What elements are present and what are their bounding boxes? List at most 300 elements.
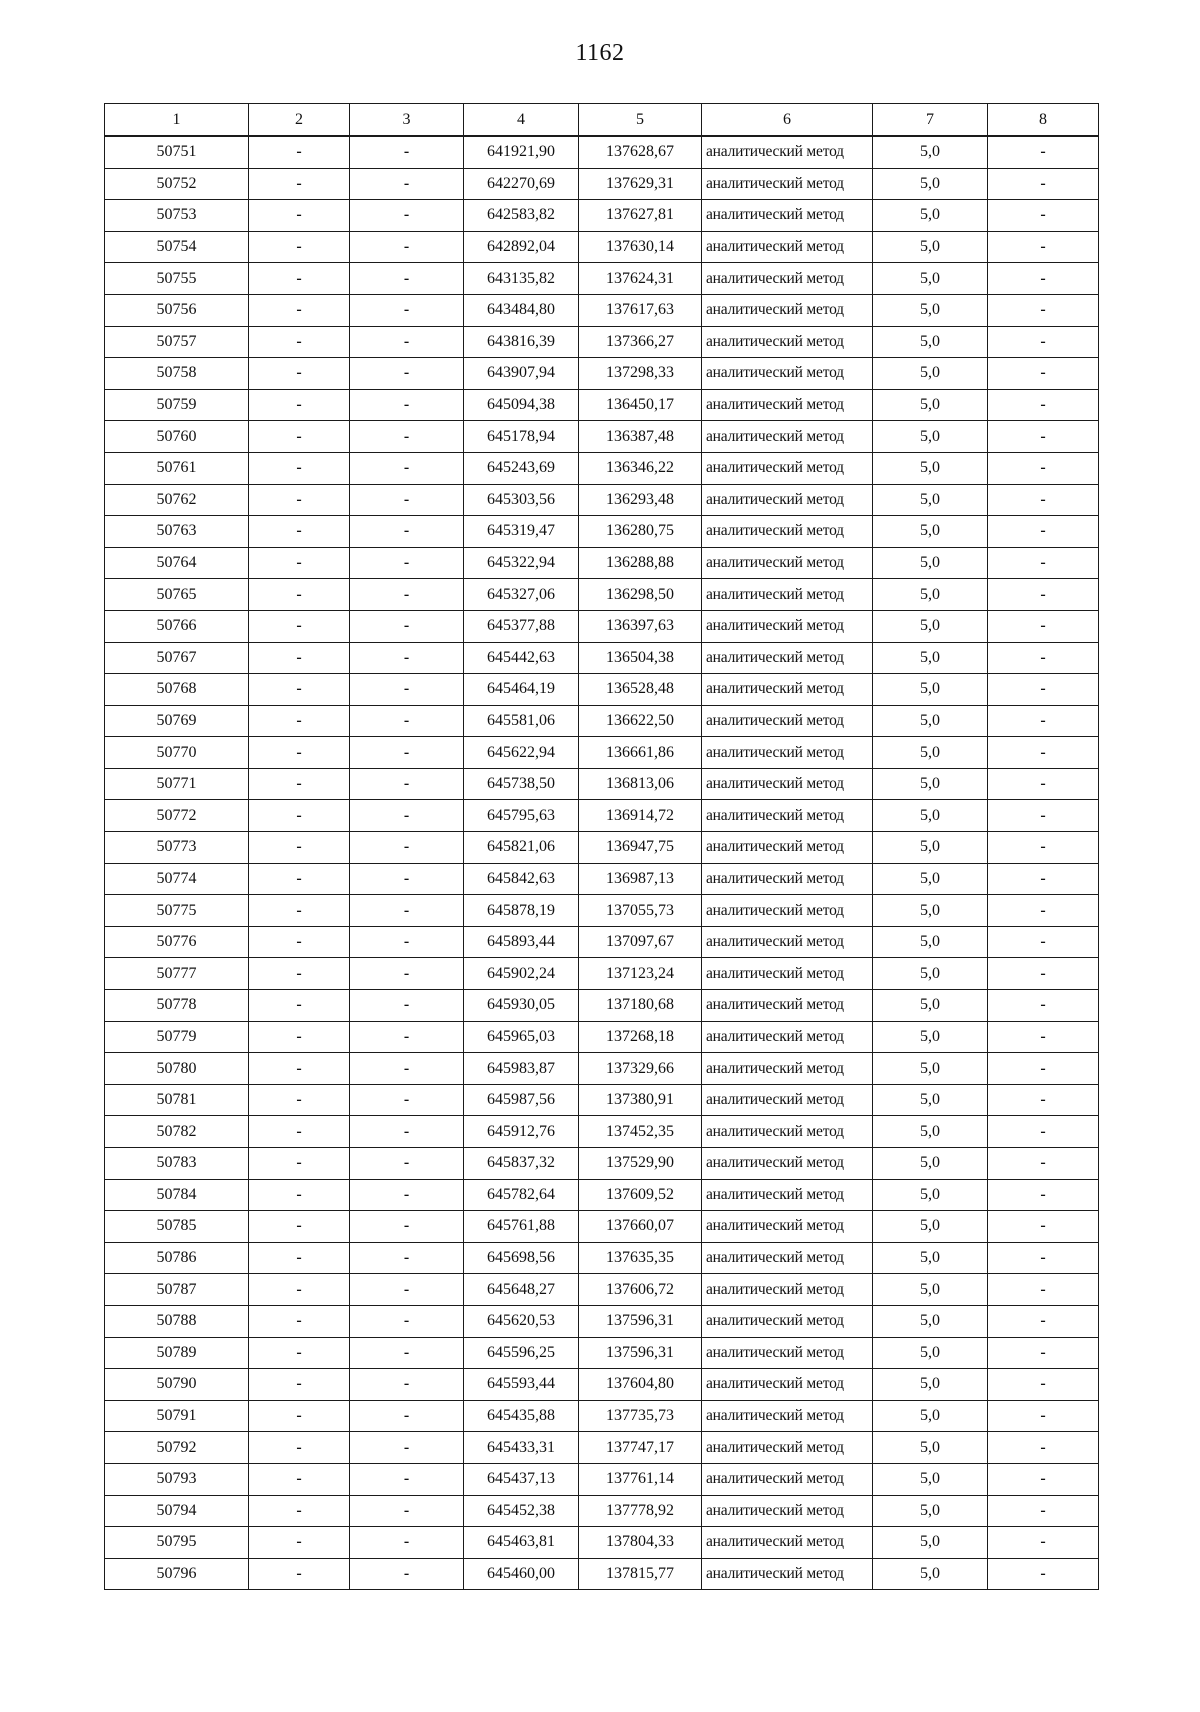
point-number-cell: 50782 (105, 1116, 249, 1148)
col2-cell: - (249, 231, 350, 263)
col3-cell: - (350, 136, 464, 168)
x-coordinate-cell: 645698,56 (464, 1242, 579, 1274)
method-cell: аналитический метод (702, 263, 873, 295)
col2-cell: - (249, 579, 350, 611)
col2-cell: - (249, 737, 350, 769)
method-cell: аналитический метод (702, 1400, 873, 1432)
col3-cell: - (350, 958, 464, 990)
accuracy-cell: 5,0 (873, 1274, 988, 1306)
column-header: 7 (873, 104, 988, 137)
accuracy-cell: 5,0 (873, 421, 988, 453)
column-header: 6 (702, 104, 873, 137)
method-cell: аналитический метод (702, 1527, 873, 1559)
table-row (105, 1179, 1099, 1211)
y-coordinate-cell: 137617,63 (579, 294, 702, 326)
x-coordinate-cell: 645596,25 (464, 1337, 579, 1369)
column-header: 2 (249, 104, 350, 137)
accuracy-cell: 5,0 (873, 1305, 988, 1337)
col3-cell: - (350, 768, 464, 800)
accuracy-cell: 5,0 (873, 674, 988, 706)
method-cell: аналитический метод (702, 768, 873, 800)
col8-cell: - (988, 1211, 1099, 1243)
col3-cell: - (350, 832, 464, 864)
col2-cell: - (249, 642, 350, 674)
y-coordinate-cell: 137596,31 (579, 1337, 702, 1369)
col2-cell: - (249, 389, 350, 421)
col3-cell: - (350, 800, 464, 832)
col3-cell: - (350, 389, 464, 421)
y-coordinate-cell: 136528,48 (579, 674, 702, 706)
point-number-cell: 50784 (105, 1179, 249, 1211)
col8-cell: - (988, 547, 1099, 579)
col3-cell: - (350, 642, 464, 674)
table-row (105, 958, 1099, 990)
x-coordinate-cell: 645322,94 (464, 547, 579, 579)
col8-cell: - (988, 1558, 1099, 1590)
col3-cell: - (350, 737, 464, 769)
method-cell: аналитический метод (702, 1116, 873, 1148)
method-cell: аналитический метод (702, 294, 873, 326)
accuracy-cell: 5,0 (873, 231, 988, 263)
col3-cell: - (350, 1211, 464, 1243)
table-row (105, 1558, 1099, 1590)
method-cell: аналитический метод (702, 200, 873, 232)
table-row (105, 1084, 1099, 1116)
method-cell: аналитический метод (702, 452, 873, 484)
table-row (105, 1495, 1099, 1527)
x-coordinate-cell: 645878,19 (464, 895, 579, 927)
table-row (105, 895, 1099, 927)
y-coordinate-cell: 137380,91 (579, 1084, 702, 1116)
page-number: 1162 (575, 40, 625, 66)
x-coordinate-cell: 643907,94 (464, 358, 579, 390)
point-number-cell: 50773 (105, 832, 249, 864)
y-coordinate-cell: 137735,73 (579, 1400, 702, 1432)
x-coordinate-cell: 641921,90 (464, 136, 579, 168)
accuracy-cell: 5,0 (873, 1021, 988, 1053)
col2-cell: - (249, 547, 350, 579)
table-row (105, 421, 1099, 453)
col3-cell: - (350, 579, 464, 611)
point-number-cell: 50771 (105, 768, 249, 800)
col3-cell: - (350, 326, 464, 358)
col8-cell: - (988, 516, 1099, 548)
method-cell: аналитический метод (702, 1084, 873, 1116)
col2-cell: - (249, 1463, 350, 1495)
col2-cell: - (249, 452, 350, 484)
x-coordinate-cell: 645435,88 (464, 1400, 579, 1432)
table-row (105, 990, 1099, 1022)
x-coordinate-cell: 642270,69 (464, 168, 579, 200)
point-number-cell: 50760 (105, 421, 249, 453)
point-number-cell: 50790 (105, 1369, 249, 1401)
accuracy-cell: 5,0 (873, 958, 988, 990)
point-number-cell: 50768 (105, 674, 249, 706)
col8-cell: - (988, 231, 1099, 263)
y-coordinate-cell: 136298,50 (579, 579, 702, 611)
table-row (105, 1021, 1099, 1053)
y-coordinate-cell: 137268,18 (579, 1021, 702, 1053)
col8-cell: - (988, 1116, 1099, 1148)
method-cell: аналитический метод (702, 136, 873, 168)
col8-cell: - (988, 990, 1099, 1022)
method-cell: аналитический метод (702, 358, 873, 390)
col8-cell: - (988, 1084, 1099, 1116)
col2-cell: - (249, 1179, 350, 1211)
y-coordinate-cell: 136914,72 (579, 800, 702, 832)
method-cell: аналитический метод (702, 1463, 873, 1495)
table-row (105, 326, 1099, 358)
table-row (105, 389, 1099, 421)
col2-cell: - (249, 1558, 350, 1590)
table-row (105, 1527, 1099, 1559)
point-number-cell: 50763 (105, 516, 249, 548)
method-cell: аналитический метод (702, 1337, 873, 1369)
accuracy-cell: 5,0 (873, 737, 988, 769)
col3-cell: - (350, 1432, 464, 1464)
col8-cell: - (988, 1369, 1099, 1401)
col2-cell: - (249, 895, 350, 927)
y-coordinate-cell: 137815,77 (579, 1558, 702, 1590)
point-number-cell: 50769 (105, 705, 249, 737)
col2-cell: - (249, 1211, 350, 1243)
y-coordinate-cell: 137609,52 (579, 1179, 702, 1211)
table-row (105, 1211, 1099, 1243)
col3-cell: - (350, 358, 464, 390)
point-number-cell: 50780 (105, 1053, 249, 1085)
col3-cell: - (350, 1148, 464, 1180)
col8-cell: - (988, 958, 1099, 990)
col2-cell: - (249, 1053, 350, 1085)
y-coordinate-cell: 137660,07 (579, 1211, 702, 1243)
y-coordinate-cell: 136387,48 (579, 421, 702, 453)
accuracy-cell: 5,0 (873, 1179, 988, 1211)
method-cell: аналитический метод (702, 895, 873, 927)
col8-cell: - (988, 737, 1099, 769)
point-number-cell: 50762 (105, 484, 249, 516)
y-coordinate-cell: 136280,75 (579, 516, 702, 548)
y-coordinate-cell: 136288,88 (579, 547, 702, 579)
column-header: 5 (579, 104, 702, 137)
point-number-cell: 50794 (105, 1495, 249, 1527)
method-cell: аналитический метод (702, 642, 873, 674)
point-number-cell: 50755 (105, 263, 249, 295)
point-number-cell: 50785 (105, 1211, 249, 1243)
col3-cell: - (350, 1274, 464, 1306)
x-coordinate-cell: 645437,13 (464, 1463, 579, 1495)
y-coordinate-cell: 137097,67 (579, 926, 702, 958)
x-coordinate-cell: 645593,44 (464, 1369, 579, 1401)
col3-cell: - (350, 294, 464, 326)
accuracy-cell: 5,0 (873, 1116, 988, 1148)
x-coordinate-cell: 645460,00 (464, 1558, 579, 1590)
col2-cell: - (249, 484, 350, 516)
point-number-cell: 50752 (105, 168, 249, 200)
x-coordinate-cell: 645983,87 (464, 1053, 579, 1085)
col8-cell: - (988, 1274, 1099, 1306)
y-coordinate-cell: 136987,13 (579, 863, 702, 895)
method-cell: аналитический метод (702, 610, 873, 642)
table-row (105, 705, 1099, 737)
table-row (105, 642, 1099, 674)
point-number-cell: 50766 (105, 610, 249, 642)
method-cell: аналитический метод (702, 326, 873, 358)
accuracy-cell: 5,0 (873, 484, 988, 516)
point-number-cell: 50770 (105, 737, 249, 769)
point-number-cell: 50764 (105, 547, 249, 579)
x-coordinate-cell: 645178,94 (464, 421, 579, 453)
method-cell: аналитический метод (702, 389, 873, 421)
method-cell: аналитический метод (702, 800, 873, 832)
col2-cell: - (249, 990, 350, 1022)
col8-cell: - (988, 642, 1099, 674)
table-row (105, 294, 1099, 326)
point-number-cell: 50772 (105, 800, 249, 832)
accuracy-cell: 5,0 (873, 136, 988, 168)
coordinates-table (104, 103, 1099, 1590)
point-number-cell: 50792 (105, 1432, 249, 1464)
col2-cell: - (249, 1274, 350, 1306)
point-number-cell: 50791 (105, 1400, 249, 1432)
y-coordinate-cell: 136622,50 (579, 705, 702, 737)
col3-cell: - (350, 452, 464, 484)
accuracy-cell: 5,0 (873, 610, 988, 642)
x-coordinate-cell: 645837,32 (464, 1148, 579, 1180)
col8-cell: - (988, 1053, 1099, 1085)
method-cell: аналитический метод (702, 1369, 873, 1401)
col8-cell: - (988, 579, 1099, 611)
col8-cell: - (988, 389, 1099, 421)
col3-cell: - (350, 263, 464, 295)
col3-cell: - (350, 200, 464, 232)
col8-cell: - (988, 674, 1099, 706)
method-cell: аналитический метод (702, 737, 873, 769)
col8-cell: - (988, 800, 1099, 832)
accuracy-cell: 5,0 (873, 768, 988, 800)
method-cell: аналитический метод (702, 1495, 873, 1527)
x-coordinate-cell: 645620,53 (464, 1305, 579, 1337)
accuracy-cell: 5,0 (873, 895, 988, 927)
col3-cell: - (350, 926, 464, 958)
y-coordinate-cell: 136450,17 (579, 389, 702, 421)
method-cell: аналитический метод (702, 579, 873, 611)
col3-cell: - (350, 1021, 464, 1053)
y-coordinate-cell: 137778,92 (579, 1495, 702, 1527)
accuracy-cell: 5,0 (873, 705, 988, 737)
col2-cell: - (249, 136, 350, 168)
col2-cell: - (249, 516, 350, 548)
col3-cell: - (350, 1495, 464, 1527)
accuracy-cell: 5,0 (873, 579, 988, 611)
header-row (105, 104, 1099, 137)
col2-cell: - (249, 326, 350, 358)
table-row (105, 768, 1099, 800)
col2-cell: - (249, 1432, 350, 1464)
accuracy-cell: 5,0 (873, 990, 988, 1022)
x-coordinate-cell: 645893,44 (464, 926, 579, 958)
col8-cell: - (988, 1179, 1099, 1211)
accuracy-cell: 5,0 (873, 1400, 988, 1432)
point-number-cell: 50774 (105, 863, 249, 895)
col3-cell: - (350, 674, 464, 706)
col8-cell: - (988, 1242, 1099, 1274)
col3-cell: - (350, 1116, 464, 1148)
table-row (105, 1274, 1099, 1306)
point-number-cell: 50765 (105, 579, 249, 611)
point-number-cell: 50777 (105, 958, 249, 990)
accuracy-cell: 5,0 (873, 642, 988, 674)
table-row (105, 1369, 1099, 1401)
x-coordinate-cell: 643484,80 (464, 294, 579, 326)
col3-cell: - (350, 1369, 464, 1401)
point-number-cell: 50753 (105, 200, 249, 232)
y-coordinate-cell: 137596,31 (579, 1305, 702, 1337)
x-coordinate-cell: 645738,50 (464, 768, 579, 800)
y-coordinate-cell: 137329,66 (579, 1053, 702, 1085)
col3-cell: - (350, 1305, 464, 1337)
method-cell: аналитический метод (702, 547, 873, 579)
x-coordinate-cell: 643816,39 (464, 326, 579, 358)
col2-cell: - (249, 674, 350, 706)
point-number-cell: 50767 (105, 642, 249, 674)
accuracy-cell: 5,0 (873, 1558, 988, 1590)
table-row (105, 1116, 1099, 1148)
point-number-cell: 50796 (105, 1558, 249, 1590)
method-cell: аналитический метод (702, 421, 873, 453)
y-coordinate-cell: 137529,90 (579, 1148, 702, 1180)
method-cell: аналитический метод (702, 484, 873, 516)
accuracy-cell: 5,0 (873, 168, 988, 200)
col8-cell: - (988, 263, 1099, 295)
accuracy-cell: 5,0 (873, 263, 988, 295)
accuracy-cell: 5,0 (873, 200, 988, 232)
col2-cell: - (249, 958, 350, 990)
table-row (105, 1305, 1099, 1337)
x-coordinate-cell: 645648,27 (464, 1274, 579, 1306)
col3-cell: - (350, 1179, 464, 1211)
x-coordinate-cell: 645433,31 (464, 1432, 579, 1464)
accuracy-cell: 5,0 (873, 294, 988, 326)
col3-cell: - (350, 1053, 464, 1085)
col3-cell: - (350, 231, 464, 263)
col8-cell: - (988, 326, 1099, 358)
col8-cell: - (988, 421, 1099, 453)
col2-cell: - (249, 1084, 350, 1116)
method-cell: аналитический метод (702, 958, 873, 990)
point-number-cell: 50783 (105, 1148, 249, 1180)
col2-cell: - (249, 1337, 350, 1369)
col8-cell: - (988, 1400, 1099, 1432)
method-cell: аналитический метод (702, 516, 873, 548)
col2-cell: - (249, 1527, 350, 1559)
y-coordinate-cell: 137055,73 (579, 895, 702, 927)
accuracy-cell: 5,0 (873, 1084, 988, 1116)
y-coordinate-cell: 137635,35 (579, 1242, 702, 1274)
x-coordinate-cell: 645303,56 (464, 484, 579, 516)
col3-cell: - (350, 1400, 464, 1432)
method-cell: аналитический метод (702, 832, 873, 864)
table-row (105, 737, 1099, 769)
accuracy-cell: 5,0 (873, 1053, 988, 1085)
method-cell: аналитический метод (702, 1148, 873, 1180)
x-coordinate-cell: 645782,64 (464, 1179, 579, 1211)
x-coordinate-cell: 645464,19 (464, 674, 579, 706)
col2-cell: - (249, 1495, 350, 1527)
y-coordinate-cell: 137604,80 (579, 1369, 702, 1401)
x-coordinate-cell: 645622,94 (464, 737, 579, 769)
col3-cell: - (350, 168, 464, 200)
col8-cell: - (988, 926, 1099, 958)
table-row (105, 1463, 1099, 1495)
col2-cell: - (249, 610, 350, 642)
col8-cell: - (988, 768, 1099, 800)
method-cell: аналитический метод (702, 1179, 873, 1211)
point-number-cell: 50758 (105, 358, 249, 390)
point-number-cell: 50775 (105, 895, 249, 927)
table-row (105, 1337, 1099, 1369)
y-coordinate-cell: 137629,31 (579, 168, 702, 200)
method-cell: аналитический метод (702, 1021, 873, 1053)
col8-cell: - (988, 452, 1099, 484)
col8-cell: - (988, 1495, 1099, 1527)
col8-cell: - (988, 1463, 1099, 1495)
table-row (105, 674, 1099, 706)
table-row (105, 579, 1099, 611)
accuracy-cell: 5,0 (873, 1369, 988, 1401)
accuracy-cell: 5,0 (873, 516, 988, 548)
col2-cell: - (249, 1148, 350, 1180)
method-cell: аналитический метод (702, 1558, 873, 1590)
col8-cell: - (988, 832, 1099, 864)
y-coordinate-cell: 137606,72 (579, 1274, 702, 1306)
col8-cell: - (988, 1148, 1099, 1180)
x-coordinate-cell: 645821,06 (464, 832, 579, 864)
col2-cell: - (249, 1369, 350, 1401)
col8-cell: - (988, 895, 1099, 927)
col8-cell: - (988, 863, 1099, 895)
col2-cell: - (249, 863, 350, 895)
x-coordinate-cell: 645377,88 (464, 610, 579, 642)
table-row (105, 610, 1099, 642)
table-row (105, 547, 1099, 579)
table-row (105, 263, 1099, 295)
table-row (105, 1148, 1099, 1180)
method-cell: аналитический метод (702, 1053, 873, 1085)
col3-cell: - (350, 990, 464, 1022)
col2-cell: - (249, 926, 350, 958)
accuracy-cell: 5,0 (873, 389, 988, 421)
x-coordinate-cell: 645987,56 (464, 1084, 579, 1116)
table-row (105, 452, 1099, 484)
x-coordinate-cell: 645795,63 (464, 800, 579, 832)
y-coordinate-cell: 137180,68 (579, 990, 702, 1022)
accuracy-cell: 5,0 (873, 800, 988, 832)
table-row (105, 926, 1099, 958)
y-coordinate-cell: 136293,48 (579, 484, 702, 516)
point-number-cell: 50781 (105, 1084, 249, 1116)
table-row (105, 800, 1099, 832)
col3-cell: - (350, 1242, 464, 1274)
table-body (105, 136, 1099, 1590)
table-row (105, 1400, 1099, 1432)
method-cell: аналитический метод (702, 231, 873, 263)
y-coordinate-cell: 137366,27 (579, 326, 702, 358)
point-number-cell: 50779 (105, 1021, 249, 1053)
method-cell: аналитический метод (702, 1432, 873, 1464)
col8-cell: - (988, 358, 1099, 390)
col8-cell: - (988, 484, 1099, 516)
y-coordinate-cell: 136397,63 (579, 610, 702, 642)
